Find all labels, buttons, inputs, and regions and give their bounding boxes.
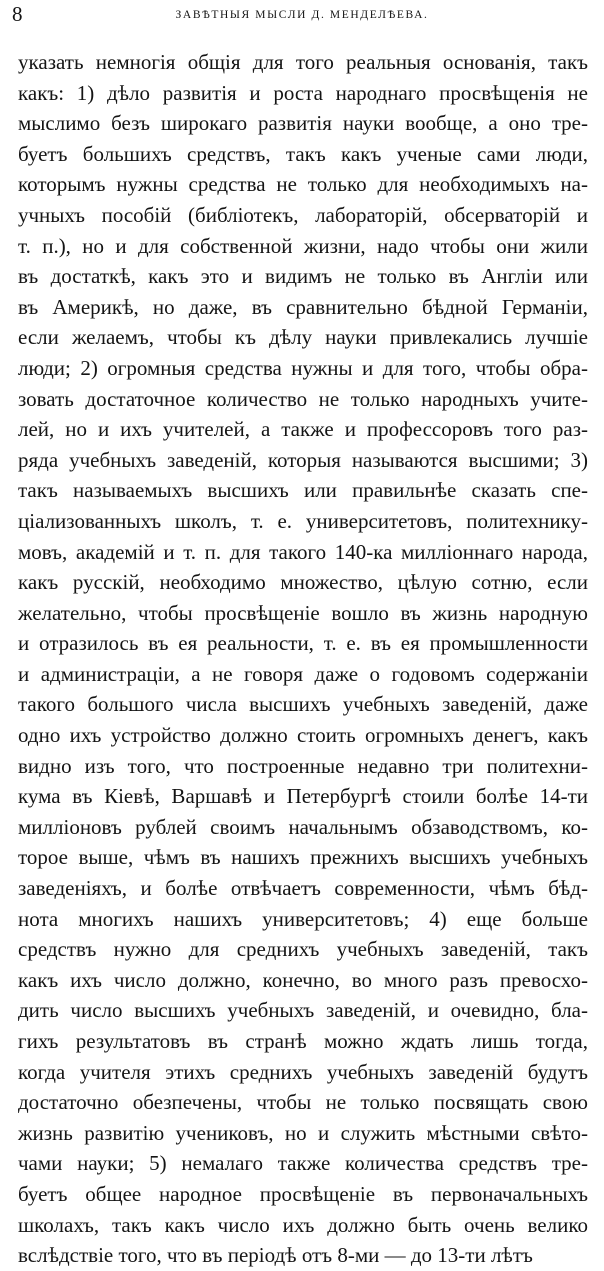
text-line: вслѣдствіе того, что въ періодѣ отъ 8-ми — до 13-ти лѣтъ	[18, 1243, 533, 1268]
text-line: мовъ, академій и т. п. для такого 140-ка милліоннаго народа,	[18, 539, 588, 564]
text-line: торое выше, чѣмъ въ нашихъ прежнихъ высшихъ учебныхъ	[18, 845, 588, 870]
text-line: такого большого числа высшихъ учебныхъ заведеній, даже	[18, 692, 588, 717]
running-title: ЗАВѢТНЫЯ МЫСЛИ Д. МЕНДЕЛѢЕВА.	[175, 9, 429, 21]
text-line: жизнь развитію учениковъ, но и служить мѣстными свѣто-	[18, 1120, 588, 1145]
page-number: 8	[12, 2, 23, 26]
body-text	[18, 47, 588, 1271]
text-line: видно изъ того, что построенные недавно три политехни-	[18, 753, 588, 778]
text-line: мыслимо безъ широкаго развитія науки вообще, а оно тре-	[18, 111, 588, 136]
text-line: буетъ общее народное просвѣщеніе въ первоначальныхъ	[18, 1181, 588, 1206]
text-line: желательно, чтобы просвѣщеніе вошло въ жизнь народную	[18, 600, 588, 625]
text-line: чами науки; 5) немалаго также количества средствъ тре-	[18, 1151, 588, 1176]
text-line: учныхъ пособій (библіотекъ, лабораторій, обсерваторій и	[18, 202, 588, 227]
text-line: и отразилось въ ея реальности, т. е. въ ея промышленности	[18, 631, 588, 656]
text-line: гихъ результатовъ въ странѣ можно ждать лишь тогда,	[18, 1029, 588, 1053]
text-line: лей, но и ихъ учителей, а также и профессоровъ того раз-	[18, 417, 588, 442]
text-line: въ достаткѣ, какъ это и видимъ не только въ Англіи или	[18, 264, 588, 289]
text-line: какъ русскій, необходимо множество, цѣлую сотню, если	[18, 570, 588, 595]
text-line: въ Америкѣ, но даже, въ сравнительно бѣдной Германіи,	[18, 294, 588, 319]
text-line: которымъ нужны средства не только для необходимыхъ на-	[18, 172, 588, 197]
text-line: такъ называемыхъ высшихъ или правильнѣе сказать спе-	[18, 478, 588, 503]
text-line: школахъ, такъ какъ число ихъ должно быть очень велико	[18, 1212, 588, 1237]
text-line: когда учителя этихъ среднихъ учебныхъ заведеній будутъ	[18, 1059, 588, 1084]
text-line: люди; 2) огромныя средства нужны и для того, чтобы обра-	[18, 355, 588, 380]
text-line: ряда учебныхъ заведеній, которыя называются высшими; 3)	[18, 447, 588, 472]
page-header	[0, 0, 604, 30]
text-line: дить число высшихъ учебныхъ заведеній, и очевидно, бла-	[18, 998, 588, 1023]
text-line: т. п.), но и для собственной жизни, надо чтобы они жили	[18, 233, 588, 258]
text-line: зовать достаточное количество не только народныхъ учите-	[18, 386, 588, 411]
text-line: какъ: 1) дѣло развитія и роста народнаго просвѣщенія не	[18, 80, 588, 105]
text-line: средствъ нужно для среднихъ учебныхъ заведеній, такъ	[18, 937, 588, 962]
text-line: нота многихъ нашихъ университетовъ; 4) еще больше	[18, 906, 588, 931]
text-line: и администраціи, а не говоря даже о годовомъ содержаніи	[18, 661, 588, 686]
text-line: кума въ Кіевѣ, Варшавѣ и Петербургѣ стоили болѣе 14-ти	[18, 784, 588, 809]
text-line: милліоновъ рублей своимъ начальнымъ обзаводствомъ, ко-	[18, 814, 588, 839]
text-line: если желаемъ, чтобы къ дѣлу науки привлекались лучшіе	[18, 325, 588, 350]
text-line: указать немногія общія для того реальныя основанія, такъ	[18, 50, 588, 74]
text-line: буетъ большихъ средствъ, такъ какъ ученые сами люди,	[18, 141, 588, 166]
text-line: какъ ихъ число должно, конечно, во много разъ превосхо-	[18, 967, 588, 992]
text-line: ціализованныхъ школъ, т. е. университетовъ, политехнику-	[18, 508, 588, 533]
text-line: одно ихъ устройство должно стоить огромныхъ денегъ, какъ	[18, 723, 588, 748]
text-line: заведеніяхъ, и болѣе отвѣчаетъ современности, чѣмъ бѣд-	[18, 876, 588, 901]
text-line: достаточно обезпечены, чтобы не только посвящать свою	[18, 1090, 588, 1115]
